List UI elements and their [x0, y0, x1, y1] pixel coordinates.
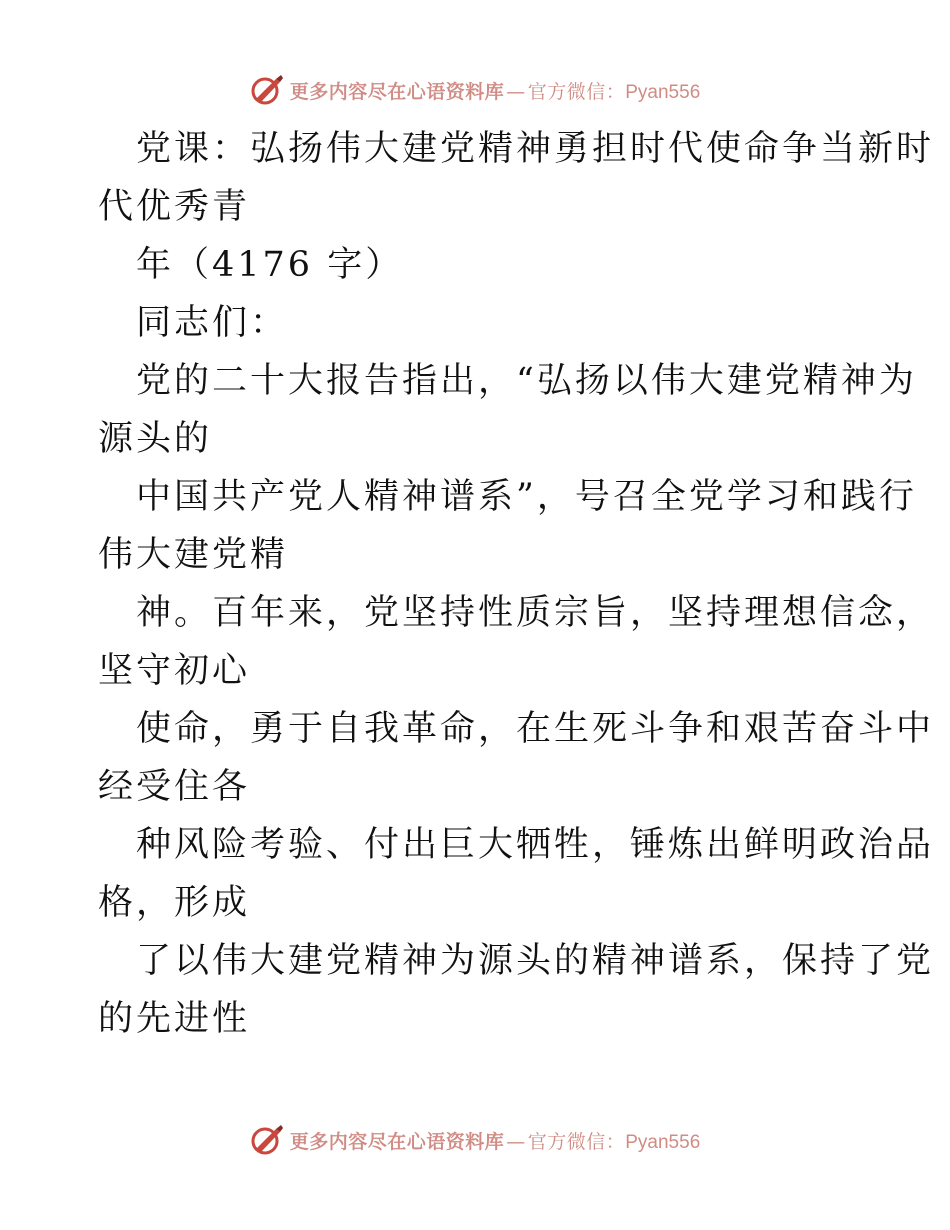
- brush-pen-logo-icon: [250, 1123, 284, 1157]
- document-title-line-3: 年（4176 字）: [136, 245, 404, 285]
- watermark-separator: —: [506, 80, 526, 103]
- watermark-separator: —: [506, 1130, 526, 1153]
- watermark-wechat-id: Pyan556: [625, 81, 701, 103]
- watermark-text: [290, 1127, 701, 1154]
- paragraph-line: 格，形成: [98, 883, 251, 923]
- watermark-wechat-id: Pyan556: [625, 1131, 701, 1153]
- paragraph-line: 伟大建党精: [98, 535, 289, 575]
- document-body: [98, 120, 935, 1048]
- watermark-brand: 更多内容尽在心语资料库: [289, 80, 505, 103]
- salutation: 同志们：: [136, 303, 289, 343]
- paragraph-line: 了以伟大建党精神为源头的精神谱系，保持了党: [136, 941, 935, 981]
- watermark-brand: 更多内容尽在心语资料库: [289, 1130, 505, 1153]
- brush-pen-logo-icon: [250, 73, 284, 107]
- document-title-line-1: 党课：弘扬伟大建党精神勇担时代使命争当新时: [136, 129, 935, 169]
- watermark-official-label: 官方微信：: [527, 80, 626, 103]
- header-watermark: [0, 70, 950, 110]
- paragraph-line: 使命，勇于自我革命，在生死斗争和艰苦奋斗中: [136, 709, 935, 749]
- paragraph-line: 源头的: [98, 419, 213, 459]
- paragraph-line: 的先进性: [98, 999, 251, 1039]
- paragraph-line: 种风险考验、付出巨大牺牲，锤炼出鲜明政治品: [136, 825, 935, 865]
- paragraph-line: 党的二十大报告指出，“弘扬以伟大建党精神为: [136, 361, 917, 401]
- paragraph-line: 经受住各: [98, 767, 251, 807]
- watermark-official-label: 官方微信：: [527, 1130, 626, 1153]
- paragraph-line: 中国共产党人精神谱系”，号召全党学习和践行: [136, 477, 917, 517]
- footer-watermark: [0, 1120, 950, 1160]
- document-title-line-2: 代优秀青: [98, 187, 251, 227]
- paragraph-line: 神。百年来，党坚持性质宗旨，坚持理想信念，: [136, 593, 935, 633]
- paragraph-line: 坚守初心: [98, 651, 251, 691]
- watermark-text: [290, 77, 701, 104]
